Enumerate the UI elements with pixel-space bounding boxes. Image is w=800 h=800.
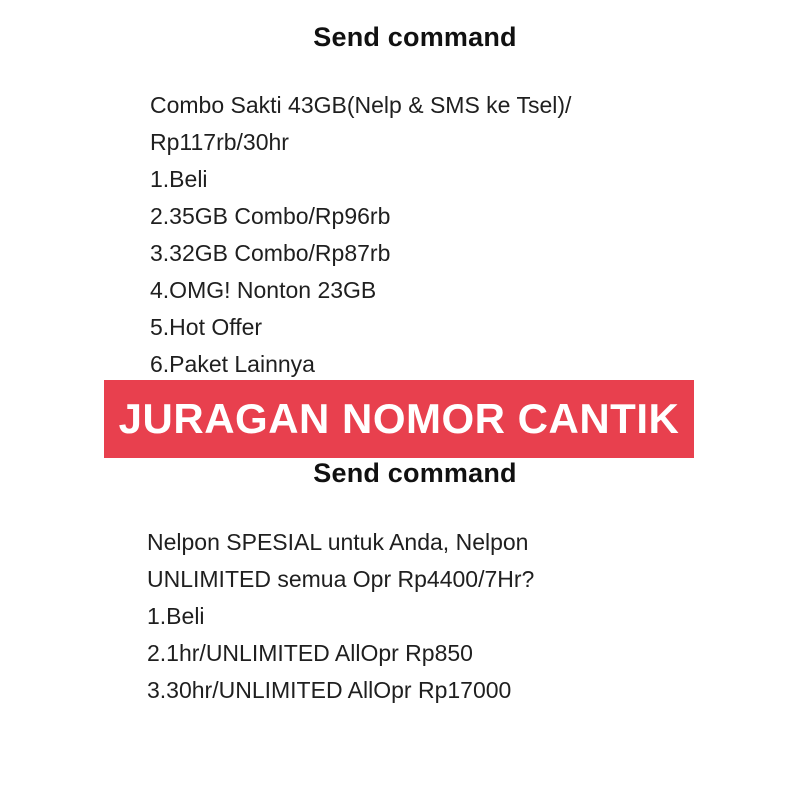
message-line: Nelpon SPESIAL untuk Anda, Nelpon: [147, 529, 529, 555]
watermark-text: JURAGAN NOMOR CANTIK: [118, 395, 680, 442]
ussd-message: [150, 87, 571, 383]
message-line: Rp117rb/30hr: [150, 129, 289, 155]
menu-option-2: 2.35GB Combo/Rp96rb: [150, 203, 391, 229]
dialog-title: Send command: [313, 458, 517, 488]
menu-option-2: 2.1hr/UNLIMITED AllOpr Rp850: [147, 640, 473, 666]
menu-option-1: 1.Beli: [147, 603, 205, 629]
message-line: Combo Sakti 43GB(Nelp & SMS ke Tsel)/: [150, 92, 572, 118]
menu-option-6: 6.Paket Lainnya: [150, 351, 315, 377]
dialog-title: Send command: [313, 22, 517, 52]
menu-option-4: 4.OMG! Nonton 23GB: [150, 277, 377, 303]
menu-option-5: 5.Hot Offer: [150, 314, 263, 340]
watermark-banner: [104, 380, 694, 458]
message-line: UNLIMITED semua Opr Rp4400/7Hr?: [147, 566, 535, 592]
menu-option-1: 1.Beli: [150, 166, 208, 192]
menu-option-3: 3.32GB Combo/Rp87rb: [150, 240, 391, 266]
menu-option-3: 3.30hr/UNLIMITED AllOpr Rp17000: [147, 677, 512, 703]
ussd-message: [147, 524, 534, 709]
